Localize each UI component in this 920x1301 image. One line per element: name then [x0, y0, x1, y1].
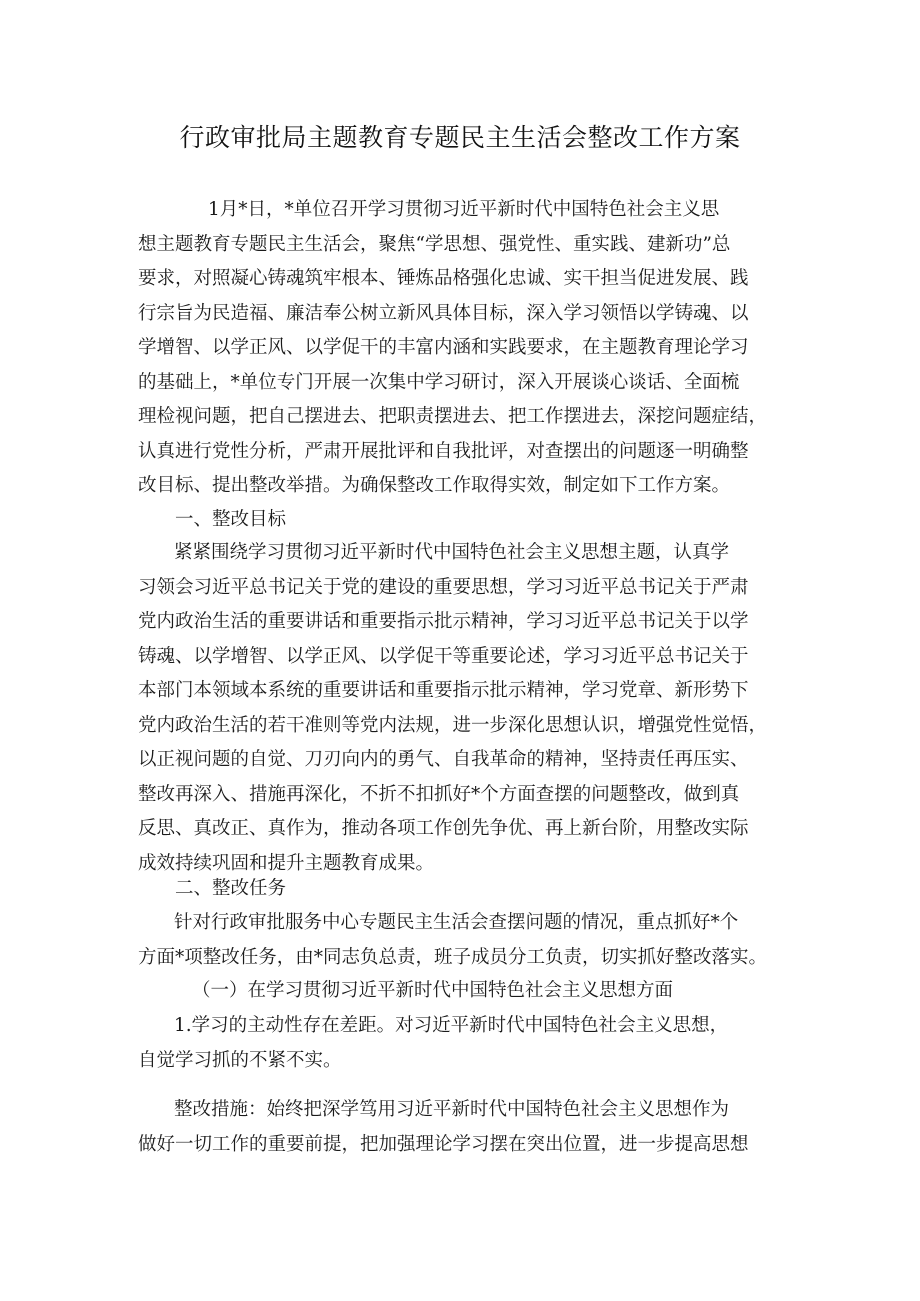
text-line: 紧紧围绕学习贯彻习近平新时代中国特色社会主义思想主题，认真学 — [174, 542, 730, 563]
text-line: 想主题教育专题民主生活会，聚焦“学思想、强党性、重实践、建新功”总 — [138, 233, 731, 255]
tasks-paragraph — [138, 906, 798, 975]
text-line: 做好一切工作的重要前提，把加强理论学习摆在突出位置，进一步提高思想 — [138, 1133, 749, 1155]
section-heading-goals — [138, 503, 798, 538]
text-line: 党内政治生活的重要讲话和重要指示批示精神，学习习近平总书记关于以学 — [138, 611, 749, 632]
measure-one — [138, 1093, 798, 1162]
text-line: 要求，对照凝心铸魂筑牢根本、锤炼品格强化忠诚、实干担当促进发展、践 — [138, 268, 749, 289]
text-line: 理检视问题，把自己摆进去、把职责摆进去、把工作摆进去，深挖问题症结， — [138, 406, 768, 427]
text-line: 针对行政审批服务中心专题民主生活会查摆问题的情况，重点抓好*个 — [174, 912, 739, 933]
text-line: 反思、真改正、真作为，推动各项工作创先争优、再上新台阶，用整改实际 — [138, 818, 749, 839]
goals-paragraph — [138, 536, 798, 881]
text-line: 整改再深入、措施再深化，不折不扣抓好*个方面查摆的问题整改，做到真 — [138, 783, 740, 805]
document-title: 行政审批局主题教育专题民主生活会整改工作方案 — [179, 123, 741, 152]
text-line: 成效持续巩固和提升主题教育成果。 — [138, 852, 435, 874]
subsection-heading — [138, 974, 798, 1009]
text-line: 学增智、以学正风、以学促干的丰富内涵和实践要求，在主题教育理论学习 — [138, 337, 749, 358]
text-line: 习领会习近平总书记关于党的建设的重要思想，学习习近平总书记关于严肃 — [138, 576, 749, 598]
text-line: 整改措施：始终把深学笃用习近平新时代中国特色社会主义思想作为 — [174, 1099, 730, 1120]
text-line: 党内政治生活的若干准则等党内法规，进一步深化思想认识，增强党性觉悟， — [138, 714, 768, 736]
text-line: 方面*项整改任务，由*同志负总责，班子成员分工负责，切实抓好整改落实。 — [138, 946, 768, 968]
text-line: 行宗旨为民造福、廉洁奉公树立新风具体目标，深入学习领悟以学铸魂、以 — [138, 302, 749, 324]
intro-paragraph — [138, 193, 798, 504]
item-one — [138, 1009, 798, 1078]
text-line: 本部门本领域本系统的重要讲话和重要指示批示精神，学习党章、新形势下 — [138, 680, 749, 701]
text-line: 铸魂、以学增智、以学正风、以学促干等重要论述，学习习近平总书记关于 — [138, 645, 749, 667]
text-line: 认真进行党性分析，严肃开展批评和自我批评，对查摆出的问题逐一明确整 — [138, 440, 749, 462]
text-line: 1月*日，*单位召开学习贯彻习近平新时代中国特色社会主义思 — [208, 199, 720, 220]
section-heading: 二、整改任务 — [175, 878, 287, 899]
text-line: 的基础上，*单位专门开展一次集中学习研讨，深入开展谈心谈话、全面梳 — [138, 371, 740, 393]
text-line: 1.学习的主动性存在差距。对习近平新时代中国特色社会主义思想， — [174, 1015, 729, 1036]
section-heading: 一、整改目标 — [175, 509, 287, 530]
section-heading-tasks — [138, 872, 798, 907]
text-line: 改目标、提出整改举措。为确保整改工作取得实效，制定如下工作方案。 — [138, 475, 731, 496]
text-line: 以正视问题的自觉、刀刃向内的勇气、自我革命的精神，坚持责任再压实、 — [138, 749, 749, 770]
text-line: 自觉学习抓的不紧不实。 — [138, 1049, 342, 1071]
subsection-title: （一）在学习贯彻习近平新时代中国特色社会主义思想方面 — [192, 980, 674, 1001]
